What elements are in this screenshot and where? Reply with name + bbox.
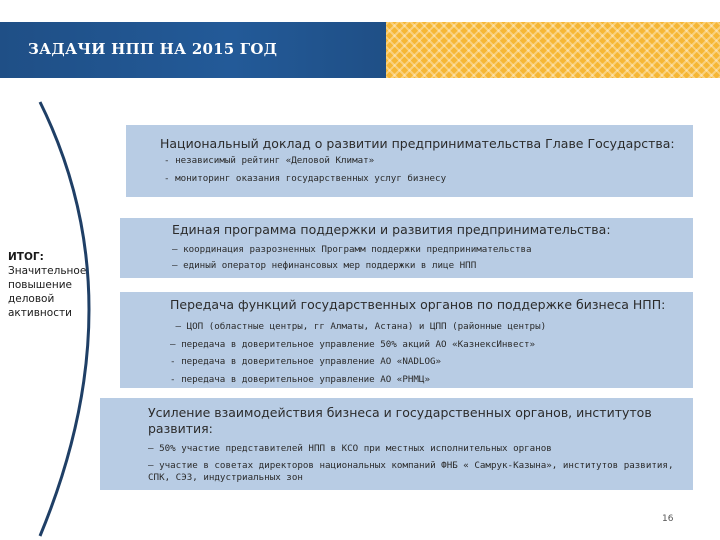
summary-line: повышение <box>8 279 72 291</box>
block-item: – 50% участие представителей НПП в КСО при местных исполнительных органов <box>148 443 552 454</box>
summary-line: деловой <box>8 293 55 305</box>
block-item: – единый оператор нефинансовых мер поддержки в лице НПП <box>172 260 477 271</box>
block-item: – координация разрозненных Программ поддержки предпринимательства <box>172 244 532 255</box>
block-item: – ЦОП (областные центры, гг Алматы, Астана) и ЦПП (районные центры) <box>170 321 547 332</box>
block-heading: Усиление взаимодействия бизнеса и государственных органов, институтов развития: <box>148 405 652 436</box>
page-title: ЗАДАЧИ НПП НА 2015 ГОД <box>28 40 278 58</box>
page-number: 16 <box>662 514 674 524</box>
report-block <box>126 125 693 197</box>
block-item: - мониторинг оказания государственных услуг бизнесу <box>164 173 447 184</box>
functions-block <box>120 292 693 388</box>
block-heading: Передача функций государственных органов по поддержке бизнеса НПП: <box>170 297 666 312</box>
program-block <box>120 218 693 278</box>
summary-block <box>8 250 118 320</box>
block-item: - независимый рейтинг «Деловой Климат» <box>164 155 375 166</box>
block-heading: Единая программа поддержки и развития предпринимательства: <box>172 222 611 237</box>
summary-line: Значительное <box>8 265 87 277</box>
block-item: – участие в советах директоров национальных компаний ФНБ « Самрук-Казына», институтов развития, СПК, СЭЗ, индустриальных зон <box>148 460 674 483</box>
block-heading: Национальный доклад о развитии предпринимательства Главе Государства: <box>160 136 675 151</box>
summary-line: активности <box>8 307 72 319</box>
block-item: – передача в доверительное управление 50% акций АО «КазнексИнвест» <box>170 339 536 350</box>
cooperation-block <box>100 398 693 490</box>
block-item: - передача в доверительное управление АО «РНМЦ» <box>170 374 430 385</box>
block-item: - передача в доверительное управление АО «NADLOG» <box>170 356 442 367</box>
summary-label: ИТОГ: <box>8 251 44 263</box>
